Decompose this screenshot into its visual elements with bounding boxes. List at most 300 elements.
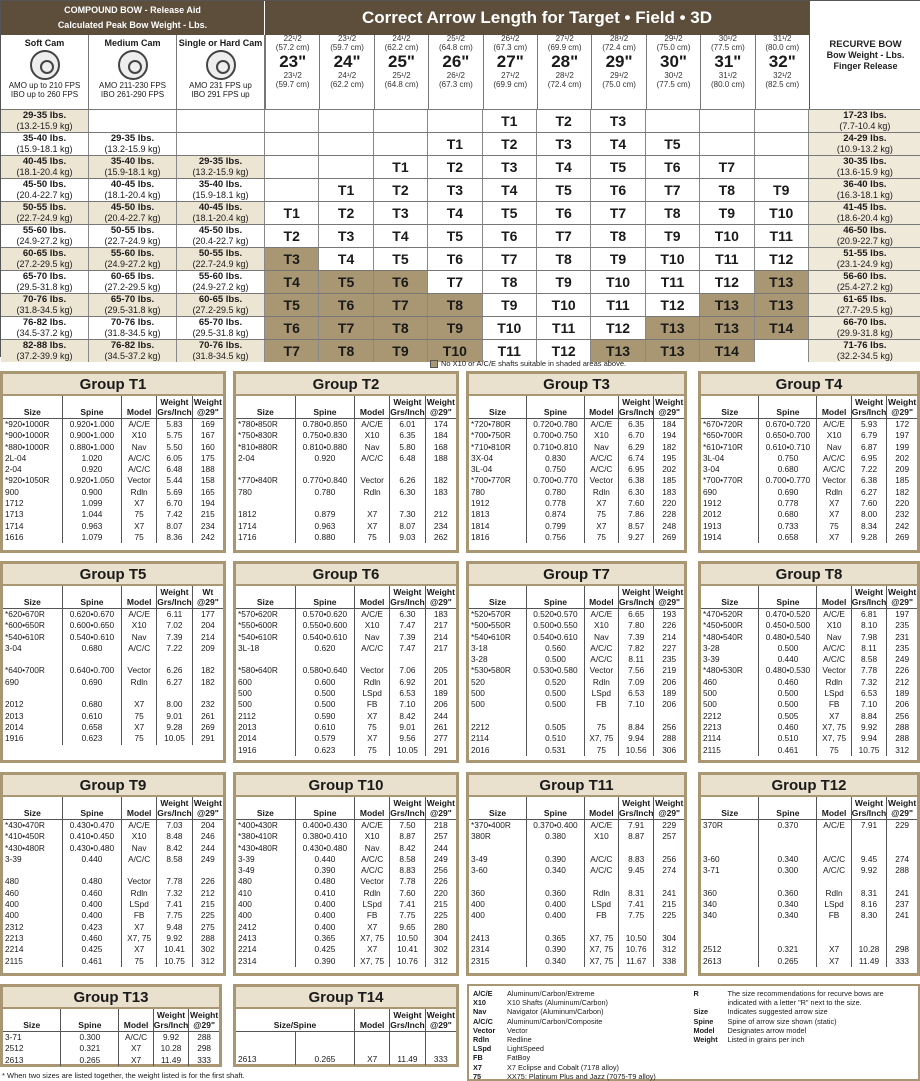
cell: [654, 711, 684, 722]
cell: 304: [433, 932, 448, 943]
cell: X7: [817, 944, 851, 955]
group-cell: T7: [646, 179, 700, 201]
cell: 185: [662, 475, 677, 486]
cell: 241: [895, 887, 910, 898]
legend-item: [473, 1044, 694, 1053]
weight-lbs: 76-82 lbs.: [22, 317, 67, 328]
legend-key: FB: [473, 1053, 483, 1063]
group-cell: T13: [755, 294, 809, 316]
cell: 780: [469, 487, 527, 498]
cell: 189: [662, 688, 677, 699]
cell: 3X-04: [469, 453, 527, 464]
cell: 237: [895, 899, 910, 910]
col-at29: Weight @29": [655, 587, 684, 607]
cell: 2213: [701, 722, 759, 733]
cell: 75: [122, 733, 157, 744]
bow-weight-hard: [177, 317, 265, 339]
recurve-release: Finger Release: [833, 61, 898, 71]
cell: 220: [662, 498, 677, 509]
table-row: [236, 532, 456, 543]
bow-weight-med: [89, 202, 177, 224]
cell: [390, 1043, 425, 1054]
group-t1: [0, 371, 226, 553]
length-top-cm: (72.4 cm): [602, 42, 636, 52]
cell: [3, 688, 62, 699]
weight-lbs: 60-65 lbs.: [198, 294, 243, 305]
group-cell: T7: [265, 340, 319, 362]
cell: 0.410: [295, 888, 354, 899]
cell: 6.81: [851, 609, 886, 621]
cell: 75: [584, 509, 618, 520]
cell: 6.35: [390, 430, 425, 441]
cell: 0.520•0.570: [527, 609, 585, 621]
group-cell: T2: [265, 225, 319, 247]
table-row: [236, 487, 456, 498]
cell: [425, 464, 456, 475]
group-header-row: [3, 797, 223, 820]
recurve-subtitle: Bow Weight - Lbs.: [826, 50, 905, 60]
weight-kg: (22.7-24.9 kg): [104, 236, 161, 246]
table-row: [701, 620, 917, 631]
group-cell: T5: [428, 225, 482, 247]
cell: 0.500•0.550: [527, 620, 585, 631]
cell: X7: [122, 498, 157, 509]
bow-weight-hard: [177, 179, 265, 201]
cell: 225: [433, 910, 448, 921]
group-cell: T2: [483, 133, 537, 155]
cell: 7.78: [851, 665, 886, 676]
group-cell: T5: [591, 156, 645, 178]
cell: 0.750: [759, 453, 817, 464]
col-weight: Weight Grs/Inch: [153, 1010, 189, 1030]
cell: [887, 831, 917, 842]
cell: 1.099: [62, 498, 121, 509]
cell: 75: [584, 745, 618, 756]
cell: A/C/E: [355, 609, 390, 621]
cell: 256: [662, 853, 677, 864]
cell: 10.41: [157, 944, 192, 955]
legend-value: Aluminum/Carbon/Extreme: [507, 989, 595, 998]
cell: 0.500: [759, 699, 817, 710]
cell: 194: [200, 498, 215, 509]
bow-weight-soft: [1, 179, 89, 201]
legend-item: [473, 1026, 694, 1035]
cell: *900•1000R: [3, 430, 62, 441]
cell: 3-39: [3, 854, 62, 865]
cell: 75: [122, 532, 157, 543]
cell: A/C/C: [584, 654, 618, 665]
table-row: [469, 688, 684, 699]
cam-wheel-icon: [206, 50, 236, 80]
table-row: [469, 888, 684, 899]
col-size: Size: [236, 797, 295, 820]
cell: 249: [895, 654, 910, 665]
cell: 2314: [236, 956, 295, 967]
cell: 1813: [469, 509, 527, 520]
cell: 8.34: [851, 521, 886, 532]
table-row: [236, 888, 456, 899]
weight-kg: (15.9-18.1 kg): [16, 144, 73, 154]
cell: 206: [662, 676, 677, 687]
weight-kg: (20.4-22.7 kg): [192, 236, 249, 246]
group-header-row: [469, 396, 684, 419]
weight-lbs: 61-65 lbs.: [843, 294, 887, 305]
cell: *380•410R: [236, 831, 295, 842]
legend-key: Rdln: [473, 1035, 490, 1045]
table-row: [3, 453, 223, 464]
cell: *370•400R: [469, 820, 527, 832]
cell: Rdln: [817, 677, 851, 688]
cell: [390, 498, 425, 509]
length-column: [374, 35, 428, 109]
cell: *750•830R: [236, 430, 295, 441]
cell: 5.80: [390, 442, 425, 453]
cell: 0.460: [759, 677, 817, 688]
cell: 7.75: [157, 910, 192, 921]
weight-lbs: 40-45 lbs.: [110, 179, 155, 190]
cell: 7.78: [390, 876, 425, 887]
table-row: [701, 453, 917, 464]
grid-row: [1, 201, 920, 224]
cell: 0.778: [527, 498, 585, 509]
cell: 500: [469, 699, 527, 710]
cell: X7, 75: [817, 722, 851, 733]
table-row: [701, 475, 917, 486]
table-row: [236, 430, 456, 441]
cell: 209: [200, 642, 215, 653]
cell: A/C/E: [355, 419, 390, 431]
cell: 0.799: [527, 521, 585, 532]
cell: 0.510: [759, 733, 817, 744]
cell: X7: [122, 722, 157, 733]
weight-kg: (22.7-24.9 kg): [192, 259, 249, 269]
bow-weight-hard: [177, 248, 265, 270]
cell: 0.670•0.720: [759, 419, 817, 431]
cell: *570•620R: [236, 609, 295, 621]
cell: 900: [3, 487, 62, 498]
group-title: Group T5: [3, 564, 223, 586]
cell: 165: [200, 486, 215, 497]
cell: A/C/E: [817, 419, 851, 431]
cell: 10.05: [390, 745, 425, 756]
cell: *430•470R: [3, 820, 62, 832]
bow-weight-soft: [1, 156, 89, 178]
cell: A/C/C: [817, 464, 851, 475]
group-t14: [233, 984, 459, 1067]
length-top-cm: (69.9 cm): [547, 42, 582, 52]
table-row: [236, 933, 456, 944]
cell: A/C/E: [584, 419, 618, 431]
cell: [122, 654, 157, 665]
cell: *920•1050R: [3, 475, 62, 486]
bow-weight-med: [89, 248, 177, 270]
group-cell: T1: [374, 156, 428, 178]
cell: 217: [433, 620, 448, 631]
table-row: [701, 442, 917, 453]
cell: 227: [662, 642, 677, 653]
weight-kg: (34.5-37.2 kg): [16, 328, 73, 338]
cell: 0.430•0.480: [295, 843, 354, 854]
cell: 2012: [3, 699, 62, 710]
cell: 184: [662, 419, 677, 429]
table-row: [701, 843, 917, 854]
table-row: [3, 1032, 219, 1044]
cell: 380R: [469, 831, 527, 842]
col-size: Size: [3, 797, 62, 820]
cell: 7.39: [390, 632, 425, 643]
cell: X7, 75: [817, 733, 851, 744]
cell: *710•810R: [469, 442, 527, 453]
cell: [425, 498, 456, 509]
table-row: [3, 711, 223, 722]
cell: 7.41: [390, 899, 425, 910]
length-top: 26¹/2: [501, 34, 520, 43]
cell: *530•580R: [469, 665, 527, 676]
cell: 7.39: [618, 632, 653, 643]
group-title: Group T11: [469, 775, 684, 797]
cell: 2112: [236, 711, 295, 722]
group-title: Group T8: [701, 564, 917, 586]
group-cell: T6: [537, 202, 591, 224]
col-weight: Weight Grs/Inch: [390, 397, 425, 417]
group-title: Group T14: [236, 987, 456, 1009]
cell: 220: [895, 498, 910, 509]
length-bot: 31¹/2: [718, 71, 737, 80]
group-cell: [319, 110, 373, 132]
table-row: [3, 899, 223, 910]
cell: 75: [355, 745, 390, 756]
cell: [157, 688, 192, 699]
group-cell: T7: [483, 248, 537, 270]
cell: 8.48: [157, 831, 192, 842]
cell: 0.700•0.750: [527, 430, 585, 441]
col-sizespine: Size/Spine: [236, 1009, 355, 1032]
cell: 10.50: [390, 933, 425, 944]
cell: 215: [200, 509, 215, 520]
cell: 500: [701, 688, 759, 699]
bow-weight-med: [89, 156, 177, 178]
table-row: [701, 910, 917, 921]
col-spine: Spine: [61, 1009, 119, 1032]
cell: 0.879: [295, 509, 354, 520]
col-size: Size: [236, 586, 295, 609]
length-big: 31": [714, 52, 742, 71]
group-cell: T6: [319, 294, 373, 316]
group-title: Group T12: [701, 775, 917, 797]
weight-kg: (23.1-24.9 kg): [836, 259, 893, 269]
group-table: [3, 1009, 219, 1066]
cell: 0.680: [759, 464, 817, 475]
weight-kg: (13.2-15.9 kg): [104, 144, 161, 154]
col-spine: Spine: [295, 396, 354, 419]
cell: 400: [3, 899, 62, 910]
cell: [759, 933, 817, 944]
group-cell: T8: [646, 202, 700, 224]
cell: 0.505: [759, 711, 817, 722]
group-title: Group T2: [236, 374, 456, 396]
table-row: [3, 865, 223, 876]
table-row: [469, 632, 684, 643]
cell: A/C/C: [122, 643, 157, 654]
cell: 195: [662, 452, 677, 463]
col-spine: Spine: [527, 586, 585, 609]
cell: A/C/C: [122, 854, 157, 865]
cell: A/C/C: [817, 643, 851, 654]
cell: A/C/E: [355, 820, 390, 832]
group-cell: T3: [537, 133, 591, 155]
cell: A/C/C: [817, 654, 851, 665]
cell: 0.550•0.600: [295, 620, 354, 631]
cell: 0.900•1.000: [62, 430, 121, 441]
cell: A/C/E: [122, 419, 157, 431]
cell: 158: [200, 475, 215, 486]
cam-speed-ibo: IBO 261-290 FPS: [100, 90, 165, 99]
legend: [467, 984, 920, 1081]
cell: 7.78: [157, 876, 192, 887]
cell: 360: [701, 888, 759, 899]
legend-value: Indicates suggested arrow size: [727, 1007, 828, 1017]
table-row: [701, 419, 917, 431]
group-cell: T11: [646, 271, 700, 293]
cell: 1912: [701, 498, 759, 509]
cell: 189: [433, 688, 448, 699]
length-top-cm: (57.2 cm): [275, 42, 310, 52]
cell: 0.610•0.710: [759, 442, 817, 453]
cell: A/C/C: [355, 453, 390, 464]
cell: [584, 711, 618, 722]
cell: [817, 922, 851, 933]
group-header-row: [236, 797, 456, 820]
cell: 0.880•1.000: [62, 442, 121, 453]
cell: [887, 843, 917, 854]
arrow-length-chart: [0, 0, 920, 361]
weight-lbs: 35-40 lbs.: [110, 156, 155, 167]
cell: Rdln: [584, 487, 618, 498]
length-big: 27": [496, 52, 524, 71]
legend-item: [473, 1053, 694, 1062]
cell: 8.84: [851, 711, 886, 722]
table-row: [469, 831, 684, 842]
cell: 2314: [469, 944, 527, 955]
cell: 0.500: [527, 654, 585, 665]
cell: 5.75: [157, 430, 192, 441]
weight-lbs: 60-65 lbs.: [110, 271, 155, 282]
cell: 7.82: [618, 643, 653, 654]
group-table: [469, 586, 684, 756]
legend-item: [694, 1035, 915, 1044]
length-bot-cm: (75.0 cm): [602, 79, 636, 89]
cell: 1.020: [62, 453, 121, 464]
cell: 197: [895, 430, 910, 441]
table-row: [3, 910, 223, 921]
length-bot-cm: (64.8 cm): [384, 79, 419, 89]
cell: 291: [200, 733, 215, 744]
cell: 0.265: [759, 956, 817, 967]
legend-item: [473, 1007, 694, 1016]
cell: 167: [200, 430, 215, 441]
table-row: [236, 509, 456, 520]
col-model: Model: [584, 797, 618, 820]
cell: 5.50: [157, 442, 192, 453]
legend-value: X10 Shafts (Aluminum/Carbon): [507, 998, 608, 1008]
cell: [355, 654, 390, 665]
cell: 1816: [469, 532, 527, 543]
cell: 217: [433, 642, 448, 653]
cell: 298: [197, 1043, 212, 1054]
cell: 312: [895, 744, 910, 755]
cell: 256: [433, 865, 448, 876]
cell: 2214: [236, 944, 295, 955]
cell: 8.87: [390, 831, 425, 842]
length-big: 28": [551, 52, 579, 71]
cell: 0.365: [527, 933, 585, 944]
cell: X7: [122, 521, 157, 532]
cell: 9.28: [851, 532, 886, 543]
group-table: [701, 396, 917, 543]
group-cell: [755, 133, 809, 155]
table-row: [3, 956, 223, 967]
col-at29: Weight @29": [655, 798, 684, 818]
cell: 0.461: [759, 745, 817, 756]
cell: 8.31: [618, 888, 653, 899]
cell: 226: [895, 665, 910, 676]
group-cell: T13: [755, 271, 809, 293]
group-cell: T2: [374, 179, 428, 201]
cell: [295, 464, 354, 475]
cell: 3-39: [701, 654, 759, 665]
weight-kg: (31.8-34.5 kg): [104, 328, 161, 338]
table-row: [3, 654, 223, 665]
col-weight: Weight Grs/Inch: [157, 587, 192, 607]
table-row: [236, 609, 456, 621]
group-header-row: [469, 797, 684, 820]
bow-weight-med: [89, 110, 177, 132]
cell: 2613: [701, 956, 759, 967]
cell: 2115: [3, 956, 62, 967]
cell: 3-04: [3, 643, 62, 654]
cell: X7, 75: [355, 956, 390, 967]
cell: 75: [584, 532, 618, 543]
group-cell: T10: [646, 248, 700, 270]
cell: 0.620•0.670: [62, 609, 121, 621]
weight-kg: (27.2-29.5 kg): [104, 282, 161, 292]
cell: 0.540•0.610: [295, 632, 354, 643]
col-model: Model: [119, 1009, 153, 1032]
cell: A/C/E: [122, 609, 157, 621]
cell: 0.400: [62, 899, 121, 910]
cell: LSpd: [122, 899, 157, 910]
cell: 226: [662, 620, 677, 631]
legend-key: R: [693, 989, 699, 998]
weight-kg: (25.4-27.2 kg): [836, 282, 893, 292]
cell: 8.42: [390, 711, 425, 722]
table-row: [701, 820, 917, 832]
group-cell: T8: [591, 225, 645, 247]
cell: 8.58: [851, 654, 886, 665]
cell: 410: [236, 888, 295, 899]
bow-weight-hard: [177, 133, 265, 155]
cell: 244: [433, 710, 448, 721]
cell: 3L-18: [236, 643, 295, 654]
cell: 188: [200, 464, 215, 475]
cell: A/C/C: [122, 464, 157, 475]
cell: 256: [895, 710, 910, 721]
col-at29: Weight @29": [193, 397, 222, 417]
col-at29: Weight @29": [190, 1010, 219, 1030]
cell: 75: [355, 532, 390, 543]
cell: 500: [469, 688, 527, 699]
cell: *670•720R: [701, 419, 759, 431]
